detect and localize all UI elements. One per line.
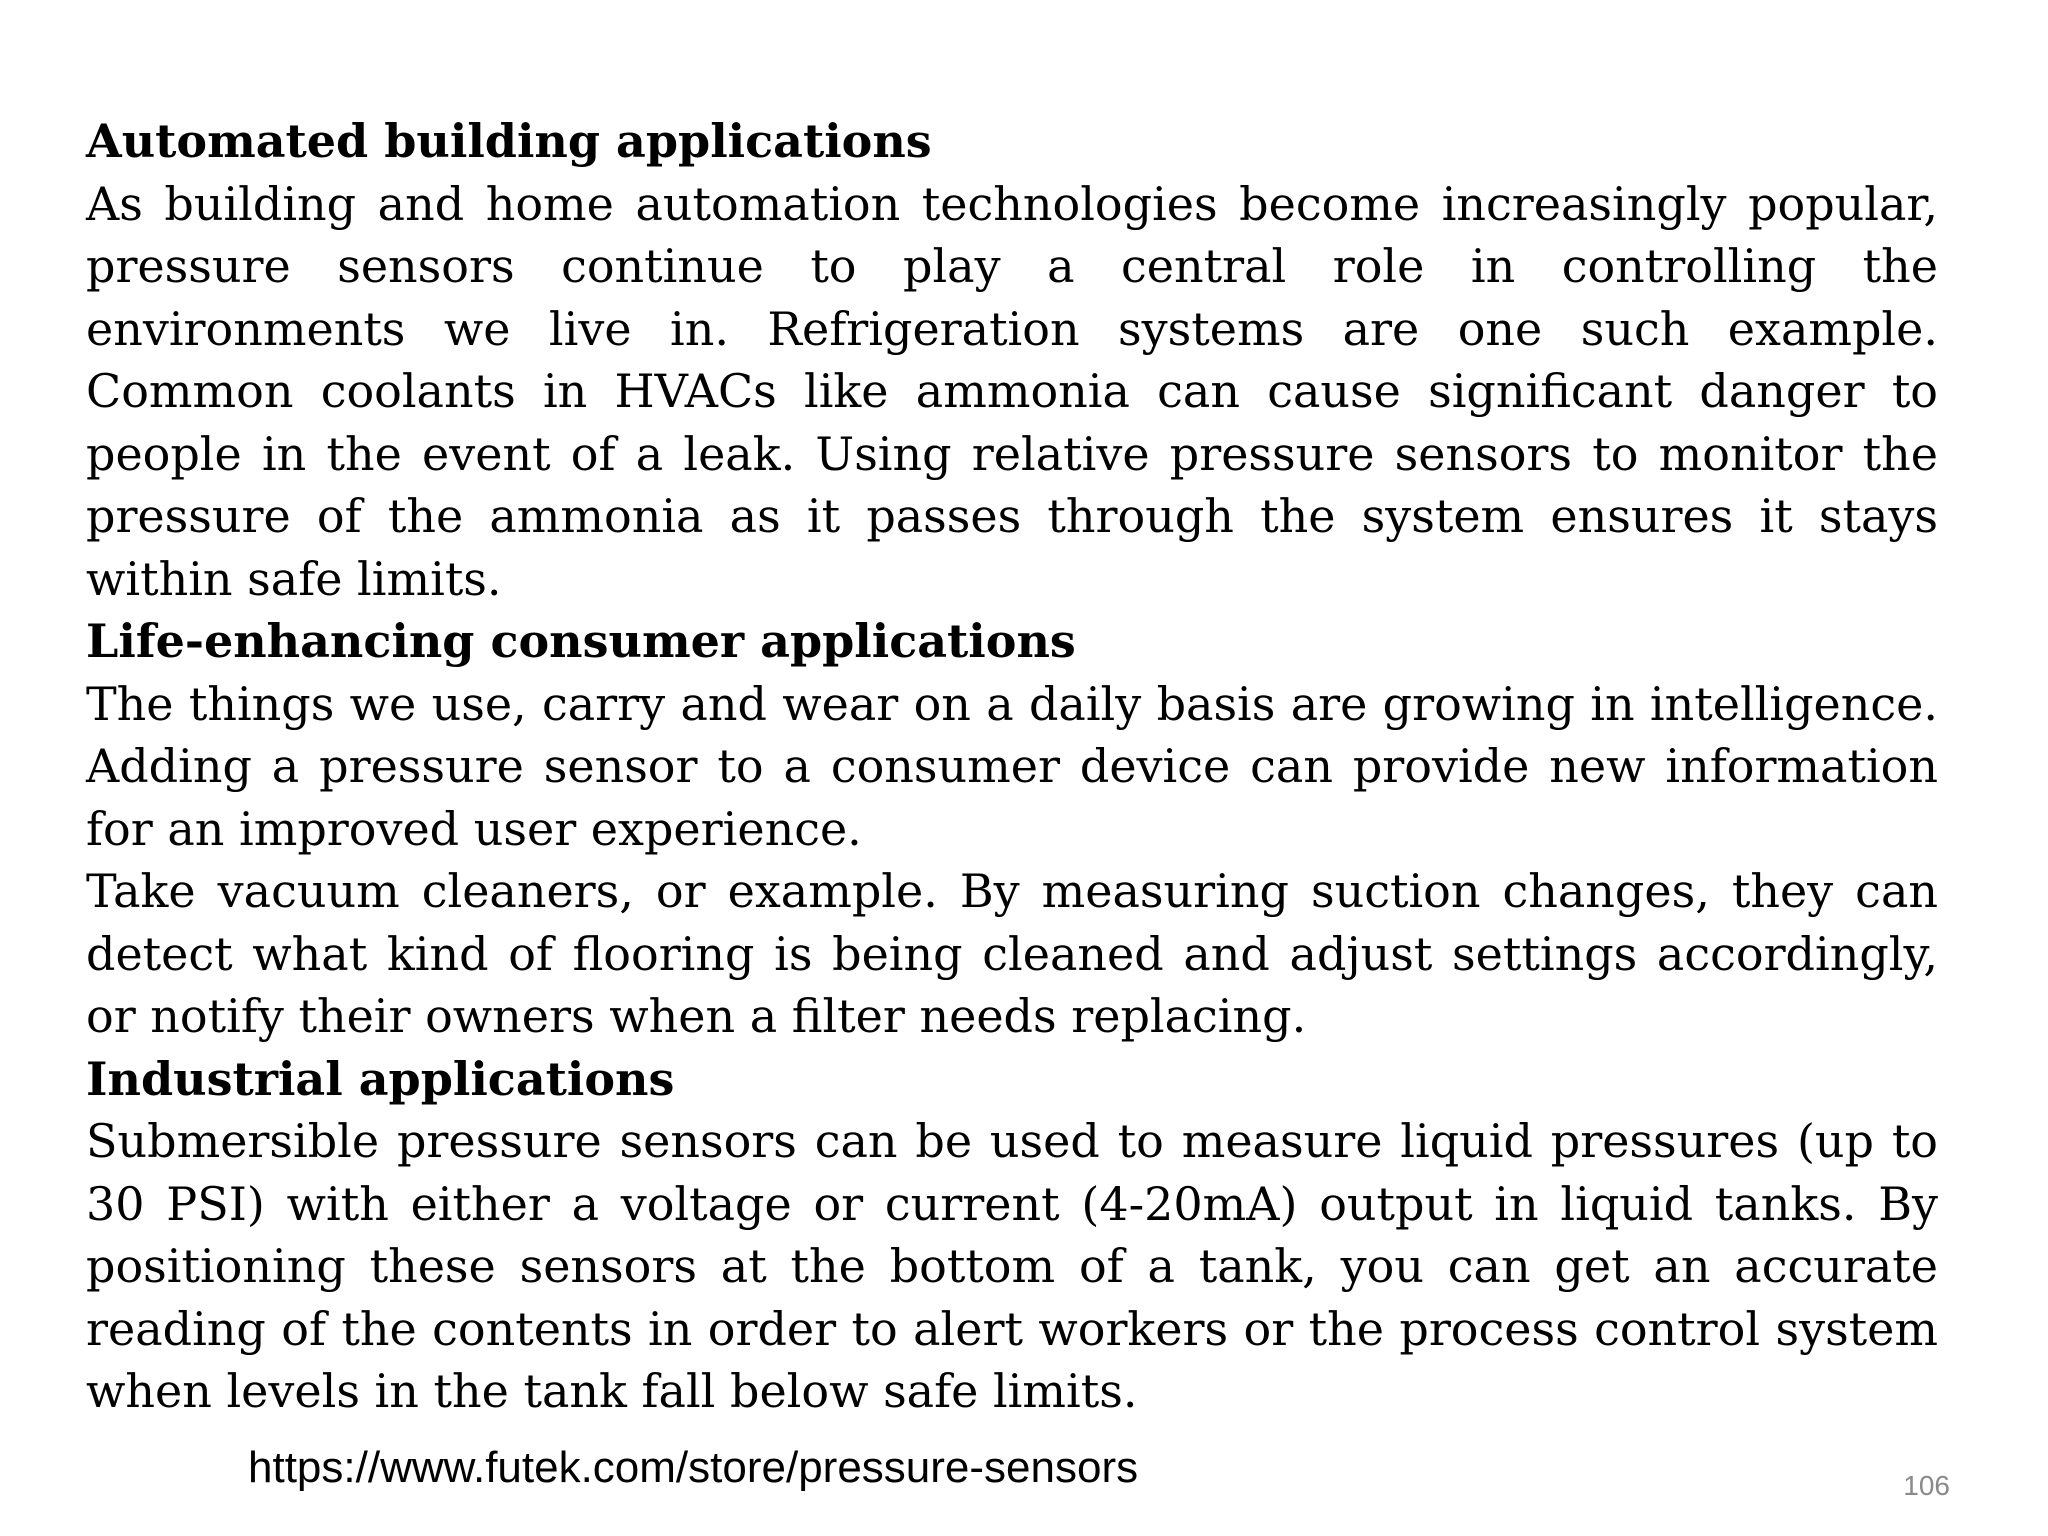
page-number: 106 bbox=[1903, 1470, 1950, 1501]
paragraph-industrial: Submersible pressure sensors can be used to measure liquid pressures (up to 30 PSI) with either a voltage or current (4-20mA) output in liquid tanks. By positioning these sensors at the bottom of a tank, you can get an accurate reading of the contents in order to alert workers or the process control system when levels in the tank fall below safe limits. bbox=[86, 1114, 1938, 1418]
paragraph-consumer-intro: The things we use, carry and wear on a daily basis are growing in intelligence. Adding a pressure sensor to a consumer device can provide new information for an improved user experience. bbox=[86, 676, 1938, 856]
paragraph-automated-building: As building and home automation technologies become increasingly popular, pressure sensors continue to play a central role in controlling the environments we live in. Refrigeration systems are one such example. Common coolants in HVACs like ammonia can cause significant danger to people in the event of a leak. Using relative pressure sensors to monitor the pressure of the ammonia as it passes through the system ensures it stays within safe limits. bbox=[86, 176, 1938, 606]
section-heading-consumer: Life-enhancing consumer applications bbox=[86, 614, 1076, 668]
slide-body bbox=[86, 110, 1938, 1423]
paragraph-consumer-vacuum: Take vacuum cleaners, or example. By measuring suction changes, they can detect what kind of flooring is being cleaned and adjust settings accordingly, or notify their owners when a filter needs replacing. bbox=[86, 864, 1938, 1043]
section-heading-automated-building: Automated building applications bbox=[86, 114, 932, 168]
source-url: https://www.futek.com/store/pressure-sensors bbox=[248, 1443, 1139, 1492]
section-heading-industrial: Industrial applications bbox=[86, 1051, 675, 1106]
